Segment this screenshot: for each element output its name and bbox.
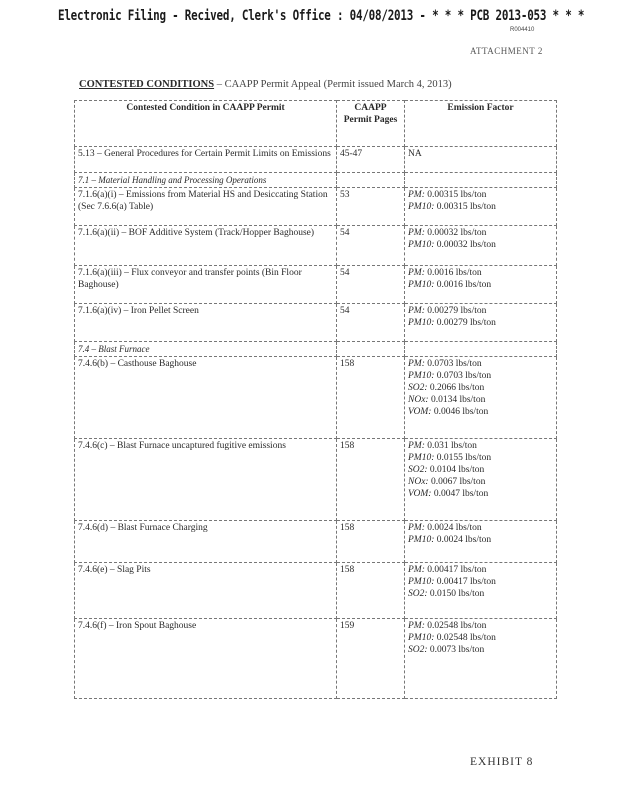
condition-cell: 7.4.6(e) – Slag Pits (75, 563, 337, 619)
table-row (75, 563, 557, 619)
emission-factor-line (408, 440, 553, 452)
factor-value: 0.0073 lbs/ton (427, 645, 485, 655)
factor-value: 0.00315 lbs/ton (424, 190, 487, 200)
emission-factor-line (408, 317, 553, 329)
table-row (75, 357, 557, 439)
page-cell: 54 (337, 226, 405, 266)
factor-value: 0.0134 lbs/ton (428, 395, 486, 405)
emission-factor-line (408, 370, 553, 382)
emission-factor-line (408, 588, 553, 600)
table-row (75, 304, 557, 342)
emission-factor-cell (405, 266, 557, 304)
factor-value: 0.031 lbs/ton (424, 441, 477, 451)
emission-factor-line (408, 476, 553, 488)
pollutant-label: NOx: (408, 477, 429, 487)
emission-factor-line (408, 358, 553, 370)
column-header-pages: CAAPP Permit Pages (337, 101, 405, 147)
pollutant-label: PM10: (408, 318, 435, 328)
factor-value: 0.02548 lbs/ton (434, 633, 496, 643)
section-factor-cell (405, 173, 557, 188)
emission-factor-cell (405, 521, 557, 563)
emission-factor-line (408, 201, 553, 213)
emission-factor-line (408, 279, 553, 291)
page-cell: 54 (337, 304, 405, 342)
pollutant-label: SO2: (408, 383, 428, 393)
factor-value: 0.00417 lbs/ton (434, 577, 496, 587)
emission-factor-line (408, 394, 553, 406)
pollutant-label: PM: (408, 441, 425, 451)
pollutant-label: PM10: (408, 577, 435, 587)
factor-value: 0.00032 lbs/ton (424, 228, 487, 238)
pollutant-label: VOM: (408, 489, 432, 499)
factor-value: 0.0155 lbs/ton (434, 453, 492, 463)
emission-factor-line (408, 239, 553, 251)
emission-factor-line (408, 564, 553, 576)
condition-cell: 7.4.6(b) – Casthouse Baghouse (75, 357, 337, 439)
emission-factor-cell (405, 357, 557, 439)
pollutant-label: PM10: (408, 240, 435, 250)
factor-value: 0.0046 lbs/ton (431, 407, 489, 417)
section-pages-cell (337, 342, 405, 357)
section-row (75, 173, 557, 188)
factor-value: 0.0047 lbs/ton (431, 489, 489, 499)
factor-value: 0.0024 lbs/ton (434, 535, 492, 545)
pollutant-label: PM10: (408, 535, 435, 545)
emission-factor-line (408, 227, 553, 239)
emission-factor-line (408, 576, 553, 588)
table-body (75, 147, 557, 699)
condition-cell: 7.1.6(a)(i) – Emissions from Material HS and Desiccating Station (Sec 7.6.6(a) Table) (75, 188, 337, 226)
pollutant-label: PM: (408, 268, 425, 278)
page-cell: 159 (337, 619, 405, 699)
pollutant-label: PM10: (408, 280, 435, 290)
section-label: 7.4 – Blast Furnace (75, 342, 337, 357)
section-label: 7.1 – Material Handling and Processing Operations (75, 173, 337, 188)
pollutant-label: SO2: (408, 645, 428, 655)
factor-value: NA (408, 149, 422, 159)
table-row (75, 147, 557, 173)
table-row (75, 188, 557, 226)
column-header-condition: Contested Condition in CAAPP Permit (75, 101, 337, 147)
condition-cell: 5.13 – General Procedures for Certain Permit Limits on Emissions (75, 147, 337, 173)
document-code: R004410 (510, 27, 535, 33)
emission-factor-cell (405, 304, 557, 342)
page-cell: 158 (337, 439, 405, 521)
table-row (75, 439, 557, 521)
table-row (75, 226, 557, 266)
condition-cell: 7.4.6(d) – Blast Furnace Charging (75, 521, 337, 563)
emission-factor-cell (405, 147, 557, 173)
emission-factor-cell (405, 619, 557, 699)
attachment-label: ATTACHMENT 2 (470, 46, 543, 56)
emission-factor-line (408, 305, 553, 317)
page-cell: 158 (337, 521, 405, 563)
condition-cell: 7.4.6(c) – Blast Furnace uncaptured fugitive emissions (75, 439, 337, 521)
emission-factor-line (408, 464, 553, 476)
emission-factor-line (408, 522, 553, 534)
table-row (75, 266, 557, 304)
emission-factor-line (408, 632, 553, 644)
pollutant-label: PM: (408, 565, 425, 575)
pollutant-label: PM: (408, 523, 425, 533)
condition-cell: 7.1.6(a)(ii) – BOF Additive System (Track/Hopper Baghouse) (75, 226, 337, 266)
factor-value: 0.00279 lbs/ton (424, 306, 487, 316)
factor-value: 0.0703 lbs/ton (424, 359, 482, 369)
pollutant-label: VOM: (408, 407, 432, 417)
pollutant-label: SO2: (408, 589, 428, 599)
pollutant-label: PM10: (408, 453, 435, 463)
heading-subtitle: – CAAPP Permit Appeal (Permit issued March 4, 2013) (214, 79, 452, 90)
factor-value: 0.00315 lbs/ton (434, 202, 496, 212)
pollutant-label: PM10: (408, 371, 435, 381)
page-cell: 54 (337, 266, 405, 304)
emission-factor-cell (405, 188, 557, 226)
section-pages-cell (337, 173, 405, 188)
emission-factor-line (408, 382, 553, 394)
emission-factor-line (408, 534, 553, 546)
factor-value: 0.0104 lbs/ton (427, 465, 485, 475)
pollutant-label: PM: (408, 621, 425, 631)
contested-conditions-table (74, 100, 557, 699)
page-cell: 158 (337, 563, 405, 619)
pollutant-label: PM: (408, 306, 425, 316)
emission-factor-line (408, 488, 553, 500)
factor-value: 0.00032 lbs/ton (434, 240, 496, 250)
factor-value: 0.0016 lbs/ton (424, 268, 482, 278)
emission-factor-line (408, 452, 553, 464)
pollutant-label: PM10: (408, 633, 435, 643)
heading-title: CONTESTED CONDITIONS (79, 79, 215, 90)
emission-factor-line (408, 644, 553, 656)
factor-value: 0.0703 lbs/ton (434, 371, 492, 381)
emission-factor-line (408, 406, 553, 418)
table-row (75, 619, 557, 699)
condition-cell: 7.1.6(a)(iv) – Iron Pellet Screen (75, 304, 337, 342)
page-cell: 45-47 (337, 147, 405, 173)
pollutant-label: NOx: (408, 395, 429, 405)
factor-value: 0.2066 lbs/ton (427, 383, 485, 393)
pollutant-label: PM: (408, 190, 425, 200)
factor-value: 0.0016 lbs/ton (434, 280, 492, 290)
factor-value: 0.0150 lbs/ton (427, 589, 485, 599)
emission-factor-line (408, 189, 553, 201)
factor-value: 0.02548 lbs/ton (424, 621, 487, 631)
pollutant-label: SO2: (408, 465, 428, 475)
emission-factor-cell (405, 439, 557, 521)
section-factor-cell (405, 342, 557, 357)
emission-factor-line (408, 148, 553, 160)
pollutant-label: PM: (408, 359, 425, 369)
emission-factor-cell (405, 226, 557, 266)
page-cell: 158 (337, 357, 405, 439)
section-row (75, 342, 557, 357)
condition-cell: 7.4.6(f) – Iron Spout Baghouse (75, 619, 337, 699)
page-heading (79, 79, 452, 90)
emission-factor-cell (405, 563, 557, 619)
factor-value: 0.00417 lbs/ton (424, 565, 487, 575)
condition-cell: 7.1.6(a)(iii) – Flux conveyor and transfer points (Bin Floor Baghouse) (75, 266, 337, 304)
factor-value: 0.00279 lbs/ton (434, 318, 496, 328)
factor-value: 0.0067 lbs/ton (428, 477, 486, 487)
exhibit-label: EXHIBIT 8 (470, 756, 534, 768)
column-header-emission-factor: Emission Factor (405, 101, 557, 147)
emission-factor-line (408, 267, 553, 279)
emission-factor-line (408, 620, 553, 632)
pollutant-label: PM: (408, 228, 425, 238)
table-header-row (75, 101, 557, 147)
page-cell: 53 (337, 188, 405, 226)
pollutant-label: PM10: (408, 202, 435, 212)
table-row (75, 521, 557, 563)
factor-value: 0.0024 lbs/ton (424, 523, 482, 533)
filing-header: Electronic Filing - Recived, Clerk's Office : 04/08/2013 - * * * PCB 2013-053 * * * (58, 8, 585, 24)
